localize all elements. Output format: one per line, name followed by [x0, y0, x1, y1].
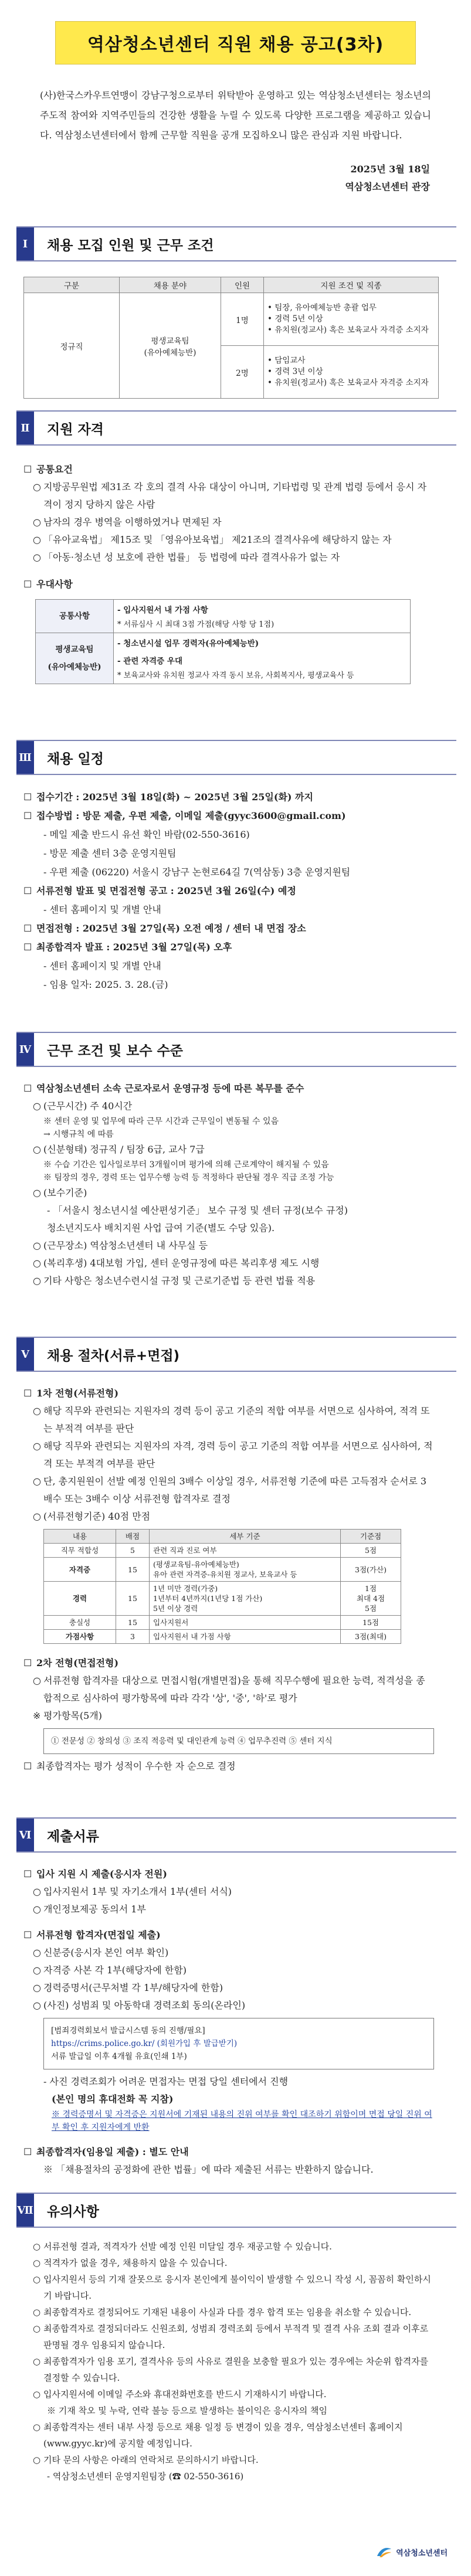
section-7-title: 유의사항: [47, 2204, 99, 2220]
common-req-2: ○ 남자의 경우 병역을 이행하였거나 면제된 자: [33, 516, 222, 528]
doc-2-heading: ☐ 서류전형 합격자(면접일 제출): [23, 1929, 161, 1941]
pref-team-item-1: - 청소년시설 업무 경력자(유아예체능반): [117, 639, 259, 648]
work-item-2-note-1: ※ 수습 기간은 입사일로부터 3개월이며 평가에 의해 근로계약이 해지될 수 있음: [43, 1160, 329, 1170]
doc-2-item-2: ○ 자격증 사본 각 1부(해당자에 한함): [33, 1965, 187, 1976]
stage-2-heading: ☐ 2차 전형(면접전형): [23, 1657, 119, 1668]
notice-9: ○ 기타 문의 사항은 아래의 연락처로 문의하시기 바랍니다.: [33, 2455, 259, 2465]
notice-6: ○ 최종합격자가 임용 포기, 결격사유 등의 사유로 결원을 보충할 필요가 있는 경우에는 차순위 합격자를 결정할 수 있습니다.: [33, 2356, 429, 2383]
online-line-3: 서류 발급일 이후 4개월 유효(인쇄 1부): [51, 2052, 187, 2061]
score-row-3-b: 15: [116, 1582, 150, 1616]
work-lead: ☐ 역삼청소년센터 소속 근로자로서 운영규정 등에 따른 복무를 준수: [23, 1083, 304, 1094]
recruit-header-cond: 지원 조건 및 직종: [264, 277, 439, 293]
recruit-field-name: 평생교육팀: [151, 336, 189, 346]
notice-2: ○ 적격자가 없을 경우, 채용하지 않을 수 있습니다.: [33, 2258, 228, 2268]
pref-common-item-1: - 입사지원서 내 가점 사항: [117, 606, 208, 615]
common-req-1: ○ 지방공무원법 제31조 각 호의 결격 사유 대상이 아니며, 기타법령 및 관계 법령 등에서 응시 자격이 정지 당하지 않은 사람: [33, 481, 427, 510]
recruit-cond-1-a: • 팀장, 유아예체능반 총괄 업무: [267, 303, 377, 312]
section-5-title: 채용 절차(서류+면접): [47, 1348, 180, 1364]
stage-1-heading: ☐ 1차 전형(서류전형): [23, 1388, 119, 1399]
section-2: [16, 410, 456, 684]
score-row-4-d: 15점: [341, 1616, 401, 1630]
score-row-1-a: 직무 적합성: [44, 1544, 116, 1558]
section-2-title: 지원 자격: [47, 422, 104, 437]
online-extra: (본인 명의 휴대전화 꼭 지참): [52, 2094, 174, 2105]
section-4-number: Ⅳ: [16, 1033, 34, 1066]
schedule-2c: - 우편 제출 (06220) 서울시 강남구 논현로64길 7(역삼동) 3층 운영지원팀: [43, 866, 351, 878]
doc-2-item-1: ○ 신분증(응시자 본인 여부 확인): [33, 1947, 169, 1958]
score-row-5-c: 입사지원서 내 가점 사항: [150, 1630, 341, 1644]
doc-2-item-4: ○ (사진) 성범죄 및 아동학대 경력조회 동의(온라인): [33, 2000, 246, 2011]
recruit-cond-1-b: • 경력 5년 이상: [267, 314, 323, 324]
stage-2-item-2: ※ 평가항목(5개): [33, 1710, 102, 1721]
section-1-number: Ⅰ: [16, 227, 34, 260]
score-row-1-b: 5: [116, 1544, 150, 1558]
section-1-title: 채용 모집 인원 및 근무 조건: [47, 237, 214, 253]
work-item-3b: 청소년지도사 배치지원 사업 급여 기준(별도 수당 있음).: [47, 1222, 275, 1233]
online-check-box: [43, 2018, 434, 2069]
work-item-1-note-2: → 시행규칙 에 따름: [43, 1130, 114, 1139]
work-item-4: ○ (근무장소) 역삼청소년센터 내 사무실 등: [33, 1240, 208, 1251]
score-row-4-c: 입사지원서: [150, 1616, 341, 1630]
notice-7: ○ 입사지원서에 이메일 주소와 휴대전화번호를 반드시 기재하시기 바랍니다.: [33, 2389, 327, 2400]
section-4-header: [16, 1032, 456, 1067]
score-row-2-a: 자격증: [44, 1558, 116, 1582]
section-6-title: 제출서류: [47, 1829, 99, 1844]
schedule-5b: - 임용 일자: 2025. 3. 28.(금): [43, 979, 168, 990]
logo-text: 역삼청소년센터: [396, 2548, 448, 2558]
score-header-points: 배점: [116, 1530, 150, 1544]
stage-2-item-1: ○ 서류전형 합격자를 대상으로 면접시험(개별면접)을 통해 직무수행에 필요한 능력, 적격성을 종합적으로 심사하여 평가항목에 따라 각각 '상', '중', '하'로 평가: [33, 1675, 425, 1704]
signature-block: [0, 161, 430, 196]
recruit-header-group: 구분: [24, 277, 120, 293]
score-row-5-d: 3점(최대): [341, 1630, 401, 1644]
work-item-1: ○ (근무시간) 주 40시간: [33, 1100, 133, 1112]
section-7-body: [23, 2238, 434, 2485]
score-row-4-a: 충실성: [44, 1616, 116, 1630]
score-row-4-b: 15: [116, 1616, 150, 1630]
pref-team-item-3: * 보육교사와 유치원 정교사 자격 동시 보유, 사회복지사, 평생교육사 등: [117, 671, 354, 680]
score-row-2-d: 3점(가산): [341, 1558, 401, 1582]
intro-paragraph: (사)한국스카우트연맹이 강남구청으로부터 위탁받아 운영하고 있는 역삼청소년센터는 청소년의 주도적 참여와 지역주민들의 건강한 생활을 누릴 수 있도록 다양한 프로그램을 제공하고 있습니다. 역삼청소년센터에서 함께 근무할 직원을 공개 모집하오니 많은 관심과 지원 바랍니다.: [40, 90, 431, 141]
schedule-4: ☐ 면접전형 : 2025년 3월 27일(목) 오전 예정 / 센터 내 면접 장소: [23, 923, 306, 934]
notice-7-note: ※ 기재 착오 및 누락, 연락 불능 등으로 발생하는 불이익은 응시자의 책임: [47, 2405, 327, 2416]
stage-1-item-3: ○ 단, 총지원원이 선발 예정 인원의 3배수 이상일 경우, 서류전형 기준에 따른 고득점자 순서로 3배수 또는 3배수 이상 서류전형 합격자로 결정: [33, 1476, 427, 1504]
doc-2-item-3: ○ 경력증명서(근무처별 각 1부/해당자에 한함): [33, 1982, 223, 1993]
online-note: - 사진 경력조회가 어려운 면접자는 면접 당일 센터에서 진행: [43, 2076, 289, 2087]
signer: 역삼청소년센터 관장: [345, 181, 430, 192]
score-row-4: [44, 1616, 401, 1630]
schedule-2a: - 메일 제출 반드시 유선 확인 바람(02-550-3616): [43, 829, 250, 840]
score-row-5-a: 가점사항: [44, 1630, 116, 1644]
pref-label-common: 공통사항: [36, 600, 114, 633]
score-row-5: [44, 1630, 401, 1644]
score-row-5-b: 3: [116, 1630, 150, 1644]
section-6-header: [16, 1817, 456, 1853]
pref-team-item-2: - 관련 자격증 우대: [117, 657, 182, 666]
final-docs-heading: ☐ 최종합격자(임용일 제출) : 별도 안내: [23, 2146, 189, 2157]
score-row-2-c: (평생교육팀-유아예체능반) 유아 관련 자격증-유치원 정교사, 보육교사 등: [150, 1558, 341, 1582]
score-row-1-d: 5점: [341, 1544, 401, 1558]
section-3-body: [23, 788, 434, 994]
doc-1-item-2: ○ 개인정보제공 동의서 1부: [33, 1904, 146, 1915]
common-req-3: ○ 「유아교육법」 제15조 및 「영유아보육법」 제21조의 결격사유에 해당하지 않는 자: [33, 534, 392, 545]
section-7-number: Ⅶ: [16, 2194, 34, 2227]
work-item-3a: - 「서울시 청소년시설 예산편성기준」 보수 규정 및 센터 규정(보수 규정): [47, 1205, 348, 1216]
notice-5: ○ 최종합격자로 결정되더라도 신원조회, 성범죄 경력조회 등에서 부적격 및 결격 사유 조회 결과 이후로 판명될 경우 임용되지 않습니다.: [33, 2323, 429, 2350]
notice-4: ○ 최종합격자로 결정되어도 기재된 내용이 사실과 다를 경우 합격 또는 임용을 취소할 수 있습니다.: [33, 2307, 412, 2317]
score-row-3-a: 경력: [44, 1582, 116, 1616]
section-3-header: [16, 740, 456, 775]
pref-label-team: 평생교육팀 (유아예체능반): [36, 633, 114, 684]
section-2-body: [23, 461, 434, 684]
recruit-table: [23, 277, 439, 399]
notice-1: ○ 서류전형 결과, 적격자가 선발 예정 인원 미달일 경우 재공고할 수 있습니다.: [33, 2241, 332, 2252]
schedule-3: ☐ 서류전형 발표 및 면접전형 공고 : 2025년 3월 26일(수) 예정: [23, 885, 296, 896]
schedule-3a: - 센터 홈페이지 및 개별 안내: [43, 904, 161, 915]
work-item-2: ○ (신분형태) 정규직 / 팀장 6급, 교사 7급: [33, 1144, 205, 1155]
section-3-title: 채용 일정: [47, 751, 104, 767]
logo-icon: [376, 2546, 392, 2558]
schedule-2b: - 방문 제출 센터 3층 운영지원팀: [43, 848, 177, 859]
recruit-count-1: 1명: [221, 293, 264, 346]
work-item-2-note-2: ※ 팀장의 경우, 경력 또는 업무수행 능력 등 적정하다 판단될 경우 직급 조정 가능: [43, 1173, 334, 1182]
recruit-cond-1: [264, 293, 439, 346]
doc-1-item-1: ○ 입사지원서 1부 및 자기소개서 1부(센터 서식): [33, 1886, 232, 1897]
score-header-content: 내용: [44, 1530, 116, 1544]
notice-3: ○ 입사지원서 등의 기재 잘못으로 응시자 본인에게 불이익이 발생할 수 있으니 작성 시, 꼼꼼히 확인하시기 바랍니다.: [33, 2274, 431, 2301]
score-table: [43, 1529, 401, 1644]
work-item-5: ○ (복리후생) 4대보험 가입, 센터 운영규정에 따른 복리후생 제도 시행: [33, 1258, 320, 1269]
recruit-cond-1-c: • 유치원(정교사) 혹은 보육교사 자격증 소지자: [267, 325, 429, 335]
recruit-group: 정규직: [24, 293, 120, 399]
score-row-1-c: 관련 직과 진로 여부: [150, 1544, 341, 1558]
online-line-1: [범죄경력회보서 발급시스템 동의 진행/필요]: [51, 2026, 205, 2035]
recruit-header-field: 채용 분야: [120, 277, 221, 293]
notice-9-contact: - 역삼청소년센터 운영지원팀장 (☎ 02-550-3616): [47, 2471, 244, 2482]
work-item-3: ○ (보수기준): [33, 1187, 87, 1198]
online-line-2[interactable]: https://crims.police.go.kr/ (회원가입 후 발급받기): [51, 2039, 238, 2048]
doc-1-heading: ☐ 입사 지원 시 제출(응시자 전원): [23, 1868, 167, 1880]
recruit-cond-2-c: • 유치원(정교사) 혹은 보육교사 자격증 소지자: [267, 378, 429, 388]
center-logo: [376, 2546, 448, 2558]
section-3-number: Ⅲ: [16, 741, 34, 774]
section-5-number: Ⅴ: [16, 1338, 34, 1371]
section-5-body: [23, 1385, 434, 1775]
score-row-3-d: 1점 최대 4점 5점: [341, 1582, 401, 1616]
final-decision: ☐ 최종합격자는 평가 성적이 우수한 자 순으로 결정: [23, 1761, 236, 1772]
pref-table: [35, 599, 411, 684]
section-6: [16, 1817, 456, 2179]
score-row-2: [44, 1558, 401, 1582]
section-2-header: [16, 410, 456, 446]
online-warning: ※ 경력증명서 및 자격증은 지원서에 기재된 내용의 진위 여부를 확인 대조하기 위함이며 면접 당일 진위 여부 확인 후 지원자에게 반환: [52, 2110, 432, 2132]
section-5-header: [16, 1337, 456, 1372]
stage-1-item-2: ○ 해당 직무와 관련되는 지원자의 자격, 경력 등이 공고 기준의 적합 여부를 서면으로 심사하여, 적격 또는 부적격 여부를 판단: [33, 1440, 433, 1469]
recruit-cond-2-b: • 경력 3년 이상: [267, 367, 323, 376]
common-req-4: ○ 「아동·청소년 성 보호에 관한 법률」 등 법령에 따라 결격사유가 없는 자: [33, 552, 340, 563]
recruit-field: [120, 293, 221, 399]
recruit-cond-2: [264, 346, 439, 399]
score-row-3-c: 1년 미만 경력(가중) 1년부터 4년까지(1년당 1점 가산) 5년 이상 경력: [150, 1582, 341, 1616]
title-wrap: [0, 0, 471, 64]
score-row-1: [44, 1544, 401, 1558]
schedule-5a: - 센터 홈페이지 및 개별 안내: [43, 960, 161, 971]
pref-common-items: [114, 600, 411, 633]
section-1-header: [16, 226, 456, 261]
section-4: [16, 1032, 456, 1290]
score-row-2-b: 15: [116, 1558, 150, 1582]
common-req-heading: ☐ 공통요건: [23, 464, 73, 475]
recruit-count-2: 2명: [221, 346, 264, 399]
section-1: [16, 226, 456, 399]
section-7-header: [16, 2193, 456, 2228]
section-7: [16, 2193, 456, 2485]
notice-date: 2025년 3월 18일: [350, 164, 430, 175]
score-header-detail: 세부 기준: [150, 1530, 341, 1544]
schedule-1: ☐ 접수기간 : 2025년 3월 18일(화) ~ 2025년 3월 25일(화) 까지: [23, 791, 313, 803]
final-docs-note: ※ 「채용절차의 공정화에 관한 법률」에 따라 제출된 서류는 반환하지 않습니다.: [43, 2164, 374, 2175]
pref-team-items: [114, 633, 411, 684]
section-6-body: [23, 1865, 434, 2179]
stage-1-item-1: ○ 해당 직무와 관련되는 지원자의 경력 등이 공고 기준의 적합 여부를 서면으로 심사하여, 적격 또는 부적격 여부를 판단: [33, 1405, 430, 1434]
section-5: [16, 1337, 456, 1775]
recruit-field-sub: (유아예체능반): [144, 348, 196, 358]
notice-8: ○ 최종합격자는 센터 내부 사정 등으로 채용 일정 등 변경이 있을 경우, 역삼청소년센터 홈페이지(www.gyyc.kr)에 공지할 예정입니다.: [33, 2422, 403, 2449]
section-3: [16, 740, 456, 994]
schedule-5: ☐ 최종합격자 발표 : 2025년 3월 27일(목) 오후: [23, 942, 232, 953]
section-4-title: 근무 조건 및 보수 수준: [47, 1043, 183, 1059]
score-row-3: [44, 1582, 401, 1616]
section-6-number: Ⅵ: [16, 1819, 34, 1851]
pref-common-item-2: * 서류심사 시 최대 3점 가점(해당 사항 당 1점): [117, 620, 275, 629]
work-item-6: ○ 기타 사항은 청소년수련시설 규정 및 근로기준법 등 관련 법률 적용: [33, 1275, 316, 1286]
section-4-body: [23, 1080, 434, 1290]
pref-heading: ☐ 우대사항: [23, 579, 73, 590]
page-title: 역삼청소년센터 직원 채용 공고(3차): [55, 21, 416, 64]
section-2-number: Ⅱ: [16, 412, 34, 444]
eval-items-box: ① 전문성 ② 창의성 ③ 조직 적응력 및 대인관계 능력 ④ 업무추진력 ⑤ 센터 지식: [43, 1728, 434, 1754]
schedule-2: ☐ 접수방법 : 방문 제출, 우편 제출, 이메일 제출(gyyc3600@gmail.com): [23, 810, 346, 821]
recruit-header-count: 인원: [221, 277, 264, 293]
work-item-1-note-1: ※ 센터 운영 및 업무에 따라 근무 시간과 근무일이 변동될 수 있음: [43, 1117, 279, 1126]
score-header-base: 기준점: [341, 1530, 401, 1544]
stage-1-item-4: ○ (서류전형기준) 40점 만점: [33, 1511, 151, 1522]
recruit-cond-2-a: • 담임교사: [267, 356, 306, 365]
